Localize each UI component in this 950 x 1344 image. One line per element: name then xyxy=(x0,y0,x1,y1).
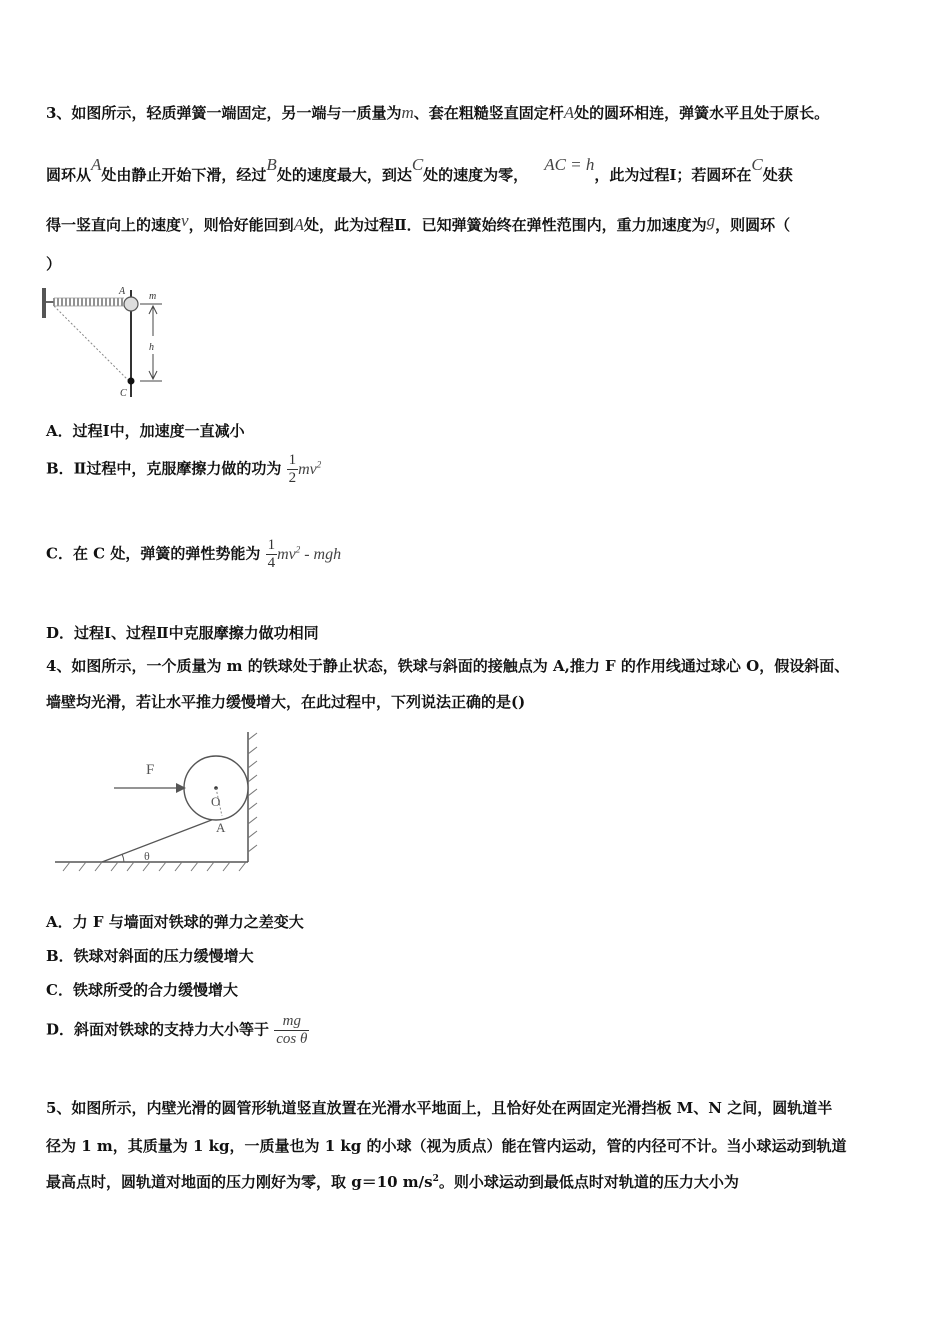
q4-text: 墙壁均光滑，若让水平推力缓慢增大，在此过程中，下列说法正确的是() xyxy=(46,693,526,711)
q4-figure xyxy=(50,728,265,878)
q5-text: 径为 1 m，其质量为 1 kg，一质量也为 1 kg 的小球（视为质点）能在管内运动，管的内径可不计。当小球运动到轨道 xyxy=(46,1137,847,1155)
point-c xyxy=(128,378,135,385)
q3-figure xyxy=(40,284,175,400)
label-A: A xyxy=(216,820,226,835)
fraction xyxy=(274,1013,309,1048)
q3-text: 处的圆环相连，弹簧水平且处于原长。 xyxy=(574,104,830,122)
var-m: m xyxy=(401,103,414,122)
q3-text: ） xyxy=(46,255,62,273)
spring xyxy=(54,298,122,306)
q4-option-c[interactable] xyxy=(46,979,238,1000)
q3-text: 得一竖直向上的速度 xyxy=(46,216,182,234)
var-C: C xyxy=(411,155,424,174)
var-g: g xyxy=(706,211,716,230)
option-text: A．过程Ⅰ中，加速度一直减小 xyxy=(46,422,245,440)
expr xyxy=(277,546,341,563)
var-A: A xyxy=(91,155,102,174)
q3-line-1 xyxy=(46,102,829,123)
label-m: m xyxy=(149,291,157,302)
wall-hatch xyxy=(248,733,257,852)
q5-line-2 xyxy=(46,1135,847,1156)
q3-text: 处的速度为零， xyxy=(423,166,529,184)
expr-mv: mv xyxy=(298,461,317,479)
option-text: B．铁球对斜面的压力缓慢增大 xyxy=(46,947,254,965)
option-text: D．斜面对铁球的支持力大小等于 xyxy=(46,1020,270,1039)
wall xyxy=(42,288,46,318)
q3-option-b[interactable] xyxy=(46,452,321,487)
q3-line-2 xyxy=(46,155,793,185)
angle-arc xyxy=(122,854,124,862)
q3-text: 、套在粗糙竖直固定杆 xyxy=(413,104,564,122)
q5-text: 最高点时，圆轨道对地面的压力刚好为零，取 g＝10 m/s xyxy=(46,1173,433,1191)
q3-text: 处的速度最大，到达 xyxy=(276,166,412,184)
frac-num: 1 xyxy=(288,452,297,468)
q3-text: ，则恰好能回到 xyxy=(188,216,294,234)
label-C: C xyxy=(120,388,127,399)
var-A: A xyxy=(293,215,304,234)
q3-text: ，则圆环（ xyxy=(715,216,791,234)
exponent: 2 xyxy=(316,459,322,470)
frac-den: 4 xyxy=(267,555,276,571)
q3-text: ，此为过程Ⅰ；若圆环在 xyxy=(594,166,752,184)
option-text: B．Ⅱ过程中，克服摩擦力做的功为 xyxy=(46,459,282,478)
option-text: D．过程Ⅰ、过程Ⅱ中克服摩擦力做功相同 xyxy=(46,624,319,642)
label-O: O xyxy=(211,794,221,809)
fraction xyxy=(266,537,278,572)
option-text: A．力 F 与墙面对铁球的弹力之差变大 xyxy=(46,913,304,931)
q4-line-1 xyxy=(46,655,849,676)
q3-text: 处由静止开始下滑，经过 xyxy=(101,166,267,184)
label-theta: θ xyxy=(144,849,150,863)
fraction xyxy=(287,452,299,487)
var-C: C xyxy=(751,155,763,174)
var-B: B xyxy=(266,155,277,174)
ground-hatch xyxy=(63,862,246,871)
q3-option-a[interactable] xyxy=(46,420,245,441)
q3-option-c[interactable] xyxy=(46,537,341,572)
expr-mv: mv xyxy=(277,546,296,564)
q4-line-2 xyxy=(46,691,525,712)
expr xyxy=(298,461,321,478)
q5-text: 5、如图所示，内壁光滑的圆管形轨道竖直放置在光滑水平地面上，且恰好处在两固定光滑挡板 M、N 之间，圆轨道半 xyxy=(46,1099,833,1117)
incline xyxy=(102,816,222,862)
q3-text: 3、如图所示，轻质弹簧一端固定，另一端与一质量为 xyxy=(46,104,402,122)
frac-num: mg xyxy=(282,1013,301,1029)
label-A: A xyxy=(119,286,126,297)
var-A: A xyxy=(563,103,575,122)
label-h: h xyxy=(149,342,154,353)
frac-num: 1 xyxy=(267,537,276,553)
q3-text: 处获 xyxy=(762,166,793,184)
expr-mgh: - mgh xyxy=(300,546,342,564)
q5-line-3 xyxy=(46,1171,739,1192)
q3-text: 处，此为过程Ⅱ．已知弹簧始终在弹性范围内，重力加速度为 xyxy=(303,216,707,234)
exponent: 2 xyxy=(432,1174,439,1184)
frac-den: cos θ xyxy=(276,1031,308,1047)
exponent: 2 xyxy=(295,544,301,555)
ring xyxy=(124,297,138,311)
option-text: C．铁球所受的合力缓慢增大 xyxy=(46,981,238,999)
var-v: v xyxy=(181,211,189,230)
dashed-spring xyxy=(54,306,128,380)
q3-option-d[interactable] xyxy=(46,622,319,643)
label-F: F xyxy=(146,762,155,778)
q3-line-3 xyxy=(46,211,791,235)
eq-ac-h: AC = h xyxy=(544,155,595,174)
q5-text: 。则小球运动到最低点时对轨道的压力大小为 xyxy=(438,1173,739,1191)
q3-line-4 xyxy=(46,253,61,274)
q4-option-a[interactable] xyxy=(46,911,304,932)
q4-option-d[interactable] xyxy=(46,1013,309,1048)
q3-text: 圆环从 xyxy=(46,166,92,184)
q5-line-1 xyxy=(46,1097,832,1118)
q4-option-b[interactable] xyxy=(46,945,254,966)
frac-den: 2 xyxy=(288,470,297,486)
option-text: C．在 C 处，弹簧的弹性势能为 xyxy=(46,544,261,563)
q4-text: 4、如图所示，一个质量为 m 的铁球处于静止状态，铁球与斜面的接触点为 A,推力 F 的作用线通过球心 O，假设斜面、 xyxy=(46,657,850,675)
